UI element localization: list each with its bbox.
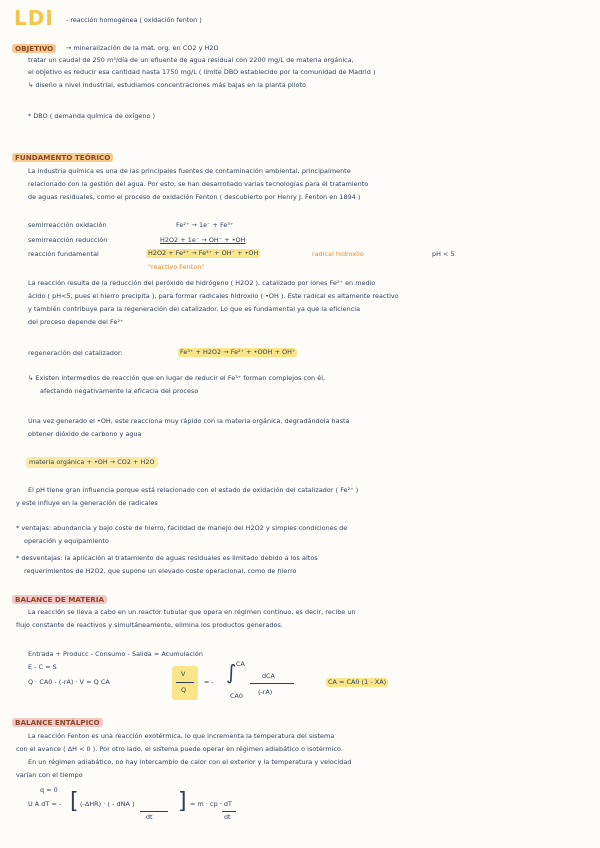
fundamento-p2-a: La reacción resulta de la reducción del peróxido de hidrógeno ( H2O2 ), catalizado por iones Fe²⁺ en medio bbox=[28, 279, 376, 287]
integral-denominator: (-rA) bbox=[258, 688, 273, 696]
objetivo-line-2: tratar un caudal de 250 m³/día de un efluente de agua residual con 2200 mg/L de materia orgánica, bbox=[28, 56, 354, 64]
reaction-3-ph: pH < 5 bbox=[432, 250, 455, 258]
ratio-equals: = - bbox=[204, 678, 214, 686]
reaction-1-equation: Fe²⁺ → 1e⁻ + Fe³⁺ bbox=[176, 221, 234, 229]
integral-sign: ∫ bbox=[226, 660, 237, 684]
bracket-close: ] bbox=[178, 789, 187, 814]
entalpico-p3: En un régimen adiabático, no hay intercambio de calor con el exterior y la temperatura y velocidad bbox=[28, 758, 352, 766]
reaction-2-label: semirreacción reducción bbox=[28, 236, 108, 244]
materia-equation-1: Entrada + Producc - Consumo - Salida = Acumulación bbox=[28, 650, 203, 658]
fundamento-p3-a: ↳ Existen intermedios de reacción que en lugar de reducir el Fe³⁺ forman complejos con él, bbox=[28, 374, 326, 382]
reaction-3-equation: H2O2 + Fe²⁺ → Fe³⁺ + OH⁻ + •OH bbox=[148, 249, 259, 257]
section-materia-label: BALANCE DE MATERIA bbox=[12, 595, 107, 604]
fundamento-p3-b: afectando negativamente la eficacia del proceso bbox=[40, 387, 199, 395]
heat-zero: q = 0 bbox=[40, 786, 58, 794]
energy-fraction-line bbox=[140, 811, 168, 812]
reaction-1-label: semirreacción oxidación bbox=[28, 221, 107, 229]
fundamento-p1-b: relacionado con la gestión del agua. Por esto, se han desarrollado varias tecnologías para el tratamiento bbox=[28, 180, 369, 188]
reaction-3-note: radical hidroxilo bbox=[312, 250, 364, 258]
fundamento-p2-b: ácido ( pH<5, pues el hierro precipita ), para formar radicales hidroxilo ( •OH ). Este radical es altamente reactivo bbox=[28, 292, 399, 300]
organic-matter-equation: materia orgánica + •OH → CO2 + H2O bbox=[26, 457, 158, 468]
entalpico-p2: con el avance ( ΔH < 0 ). Por otro lado, el sistema puede operar en régimen adiabático o isotérmico. bbox=[16, 745, 343, 753]
reaction-2-equation: H2O2 + 1e⁻ → OH⁻ + •OH bbox=[160, 236, 246, 244]
ventajas-line-2: operación y equipamiento bbox=[24, 537, 109, 545]
desventajas-line-2: requerimientos de H2O2, que supone un elevado coste operacional, como de hierro bbox=[24, 567, 297, 575]
desventajas-line-1: * desventajas: la aplicación al tratamiento de aguas residuales es limitado debido a los altos bbox=[16, 554, 318, 562]
fundamento-p5-a: El pH tiene gran influencia porque está relacionado con el estado de oxidación del catalizador ( Fe²⁺ ) bbox=[28, 486, 359, 494]
section-objetivo-label: OBJETIVO bbox=[12, 44, 56, 53]
reaction-3-label: reacción fundamental bbox=[28, 250, 99, 258]
integral-numerator: dCA bbox=[262, 672, 275, 680]
page-title: LDI bbox=[14, 6, 54, 30]
objetivo-line-3: el objetivo es reducir esa cantidad hasta 1750 mg/L ( límite DBO establecido por la comunidad de Madrid ) bbox=[28, 68, 376, 76]
entalpico-p1: La reacción Fenton es una reacción exotérmica, lo que incrementa la temperatura del sistema bbox=[28, 732, 335, 740]
ratio-line bbox=[176, 682, 194, 683]
fundamento-p4-a: Una vez generado el •OH, este reacciona muy rápido con la materia orgánica, degradándola hasta bbox=[28, 417, 350, 425]
objetivo-note: * DBO ( demanda química de oxígeno ) bbox=[28, 112, 156, 120]
page-subtitle: - reacción homogénea ( oxidación fenton ) bbox=[66, 16, 202, 24]
energy-dt: dt bbox=[146, 813, 153, 821]
regeneration-label: regeneración del catalizador: bbox=[28, 349, 123, 357]
energy-right-dt: dt bbox=[224, 813, 231, 821]
fundamento-p1-c: de aguas residuales, como el proceso de oxidación Fenton ( descubierto por Henry J. Fenton en 1894 ) bbox=[28, 193, 361, 201]
energy-equation-left: U A dT = - bbox=[28, 800, 62, 808]
conversion-result: CA = CA0 (1 - XA) bbox=[328, 678, 387, 686]
bracket-open: [ bbox=[70, 789, 79, 814]
integral-fraction-line bbox=[250, 683, 294, 684]
energy-equation-middle: (-ΔHR) · ( - dNA ) bbox=[80, 800, 135, 808]
ratio-numerator: V bbox=[181, 670, 186, 678]
ratio-denominator: Q bbox=[181, 686, 187, 694]
materia-equation-3: Q · CA0 - (-rA) · V = Q CA bbox=[28, 678, 110, 686]
fundamento-p1-a: La industria química es una de las principales fuentes de contaminación ambiental, principalmente bbox=[28, 167, 351, 175]
regeneration-equation: Fe³⁺ + H2O2 → Fe²⁺ + •OOH + OH⁺ bbox=[180, 348, 296, 356]
section-fundamento-label: FUNDAMENTO TEÓRICO bbox=[12, 153, 113, 162]
fundamento-p2-c: y también contribuye para la regeneración del catalizador. Lo que es fundamental ya que la eficiencia bbox=[28, 305, 361, 313]
materia-p1: La reacción se lleva a cabo en un reactor tubular que opera en régimen continuo, es decir, recibe un bbox=[28, 608, 356, 616]
fundamento-p5-b: y este influye en la generación de radicales bbox=[16, 499, 158, 507]
fundamento-p2-d: del proceso depende del Fe²⁺ bbox=[28, 318, 124, 326]
integral-upper-limit: CA bbox=[236, 660, 245, 668]
objetivo-line-1: → mineralización de la mat. org. en CO2 y H2O bbox=[66, 44, 219, 52]
fundamento-p4-b: obtener dióxido de carbono y agua bbox=[28, 430, 142, 438]
materia-equation-2: E - C = S bbox=[28, 663, 57, 671]
objetivo-line-4: ↳ diseño a nivel industrial, estudiamos concentraciones más bajas en la planta piloto bbox=[28, 81, 307, 89]
integral-lower-limit: CA0 bbox=[230, 692, 243, 700]
ventajas-line-1: * ventajas: abundancia y bajo coste de hierro, facilidad de manejo del H2O2 y simples condiciones de bbox=[16, 524, 348, 532]
materia-p2: flujo constante de reactivos y simultáneamente, elimina los productos generados. bbox=[16, 621, 283, 629]
energy-right-fraction-line bbox=[222, 811, 236, 812]
section-entalpico-label: BALANCE ENTÁLPICO bbox=[12, 718, 103, 727]
reaction-3-name: "reactivo Fenton" bbox=[148, 263, 205, 271]
energy-equation-right: = m · cp · dT bbox=[190, 800, 232, 808]
entalpico-p4: varían con el tiempo bbox=[16, 771, 83, 779]
